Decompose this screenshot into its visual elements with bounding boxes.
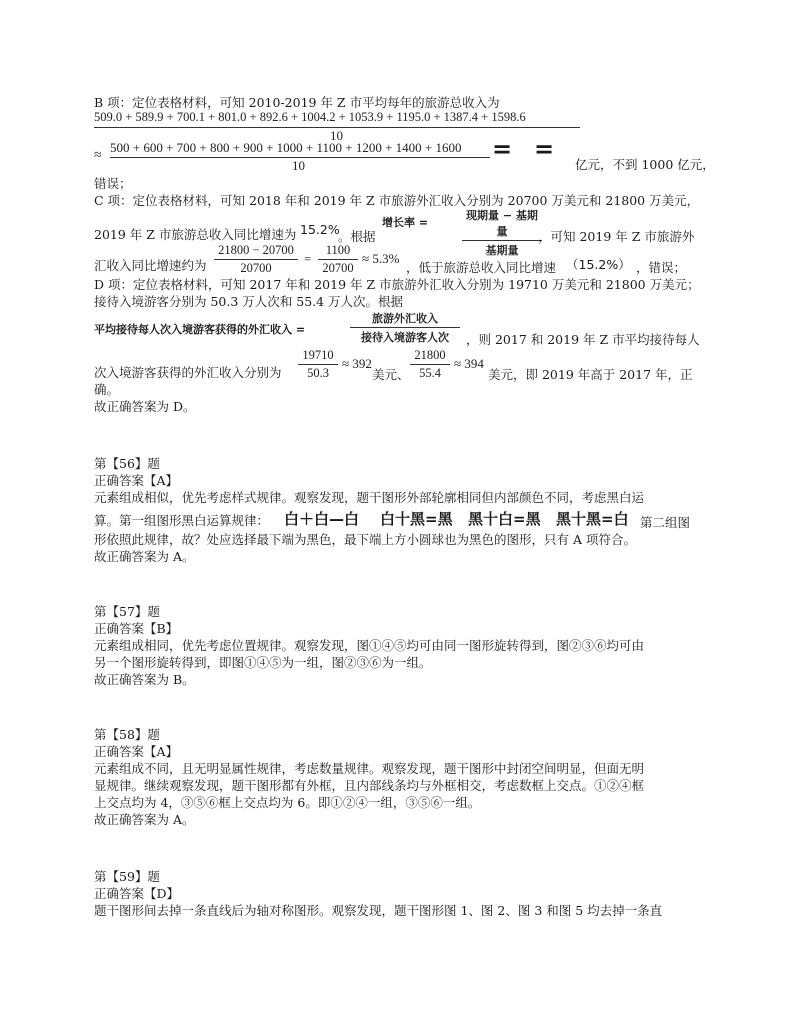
c-item-line2-b: 。根据 [338,229,376,244]
b-item-verdict: 错误； [94,176,132,191]
d-item-line5: 确。 [94,382,120,397]
d-item-line1: D 项：定位表格材料，可知 2017 年和 2019 年 Z 市旅游外汇收入分别为 19710 万美元和 21800 万美元； [94,277,700,292]
b-item-equal-sign-2: = [534,135,555,163]
c-item-line2-c: ，可知 2019 年 Z 市旅游外 [538,229,695,244]
d-item-unit-1: 美元、 [372,367,410,382]
q56-rule-4: 黑十黑=白 [556,510,629,528]
c-item-increase-fraction [214,243,298,276]
c-item-eq: = [304,251,312,266]
d-item-formula-numerator: 旅游外汇收入 [350,310,460,328]
c-item-growth-denominator: 基期量 [485,244,519,257]
c-item-ratio-numerator: 1100 [318,243,358,260]
c-item-growth-numerator: 现期量 − 基期量 [462,207,542,241]
q56-line2-a: 算。第一组图形黑白运算规律： [94,513,270,528]
d-item-ratio-2019-denominator: 55.4 [419,366,441,380]
d-item-formula-fraction [350,310,460,345]
d-item-formula-label: 平均接待每人次入境游客获得的外汇收入 = [94,323,306,336]
q59-title: 第【59】题 [94,869,160,884]
c-item-line2-pct: 15.2% [300,222,340,237]
b-item-equal-sign-1: = [492,135,513,163]
d-item-line3-tail: ，则 2017 和 2019 年 Z 市平均接待每人 [466,332,700,347]
q57-answer-label: 正确答案【B】 [94,621,179,636]
d-item-ratio-2019 [410,348,450,381]
q59-line1: 题干图形间去掉一条直线后为轴对称图形。观察发现，题干图形图 1、图 2、图 3 和图 5 均去掉一条直 [94,903,663,918]
d-item-result-2017: ≈ 392 [342,356,372,371]
d-item-formula-denominator: 接待入境游客人次 [361,331,449,344]
q56-line3: 形依照此规律，故？处应选择最下端为黑色，最下端上方小圆球也为黑色的图形，只有 A 项符合。 [94,532,636,547]
c-item-ratio-denominator: 20700 [322,261,354,275]
q57-title: 第【57】题 [94,604,160,619]
q57-line1: 元素组成相同，优先考虑位置规律。观察发现，图①④⑤均可由同一图形旋转得到，图②③⑥均可由 [94,638,645,653]
q58-line2: 显规律。继续观察发现，题干图形都有外框，且内部线条均与外框相交，考虑数框上交点。①②④框 [94,778,645,793]
q58-answer-label: 正确答案【A】 [94,744,179,759]
d-item-line4-a: 次入境游客获得的外汇收入分别为 [94,365,282,380]
d-item-result-2019: ≈ 394 [454,356,484,371]
d-item-line4-b: 美元，即 2019 年高于 2017 年，正 [488,367,693,382]
c-item-line3-c: ，错误； [636,260,687,275]
q58-line1: 元素组成不同，且无明显属性规律，考虑数量规律。观察发现，题干图形中封闭空间明显，但面无明 [94,761,645,776]
q56-line2-b: 第二组图 [640,515,691,530]
q59-answer-label: 正确答案【D】 [94,886,180,901]
d-item-answer: 故正确答案为 D。 [94,399,196,414]
q58-line3: 上交点均为 4，③⑤⑥框上交点均为 6。即①②④一组，③⑤⑥一组。 [94,795,481,810]
q56-title: 第【56】题 [94,456,160,471]
c-item-growth-label: 增长率 = [382,216,429,229]
q56-line1: 元素组成相似，优先考虑样式规律。观察发现，题干图形外部轮廓相同但内部颜色不同，考虑黑白运 [94,490,645,505]
b-item-frac1-numerator: 509.0 + 589.9 + 700.1 + 801.0 + 892.6 + 1004.2 + 1053.9 + 1195.0 + 1387.4 + 1598.6 [94,110,526,124]
b-item-line1: B 项：定位表格材料，可知 2010-2019 年 Z 市平均每年的旅游总收入为 [94,95,500,110]
d-item-ratio-2019-numerator: 21800 [410,348,450,365]
q56-rule-3: 黑十白=黑 [468,510,541,528]
b-item-tail: 亿元，不到 1000 亿元， [575,157,715,172]
c-item-increase-numerator: 21800 − 20700 [214,243,298,260]
q56-rule-2: 白十黑=黑 [380,510,453,528]
d-item-ratio-2017-denominator: 50.3 [307,366,329,380]
c-item-increase-denominator: 20700 [240,261,272,275]
q58-line4: 故正确答案为 A。 [94,812,195,827]
q56-answer-label: 正确答案【A】 [94,473,179,488]
q56-line4: 故正确答案为 A。 [94,549,195,564]
c-item-line2-a: 2019 年 Z 市旅游总收入同比增速为 [94,227,297,242]
d-item-ratio-2017-numerator: 19710 [298,348,338,365]
c-item-line3-pct: （15.2%） [566,257,631,272]
c-item-approx-result: ≈ 5.3% [362,251,400,266]
q58-title: 第【58】题 [94,727,160,742]
c-item-line1: C 项：定位表格材料，可知 2018 年和 2019 年 Z 市旅游外汇收入分别为 20700 万美元和 21800 万美元， [94,193,700,208]
b-item-frac1-denominator: 10 [330,128,343,143]
q57-line2: 另一个图形旋转得到，即图①④⑤为一组，图②③⑥为一组。 [94,655,432,670]
c-item-growth-formula [462,207,542,258]
q57-line3: 故正确答案为 B。 [94,672,195,687]
b-item-frac2-denominator: 10 [292,158,305,173]
b-item-frac2-numerator: 500 + 600 + 700 + 800 + 900 + 1000 + 1100 + 1200 + 1400 + 1600 [110,140,462,155]
c-item-line3-a: 汇收入同比增速约为 [94,258,207,273]
d-item-line2: 接待入境游客分别为 50.3 万人次和 55.4 万人次。根据 [94,294,404,309]
c-item-line3-b: ，低于旅游总收入同比增速 [406,260,557,275]
c-item-ratio-fraction [318,243,358,276]
q56-rule-1: 白＋白—白 [284,510,360,528]
b-item-approx-sign: ≈ [94,148,102,163]
d-item-ratio-2017 [298,348,338,381]
